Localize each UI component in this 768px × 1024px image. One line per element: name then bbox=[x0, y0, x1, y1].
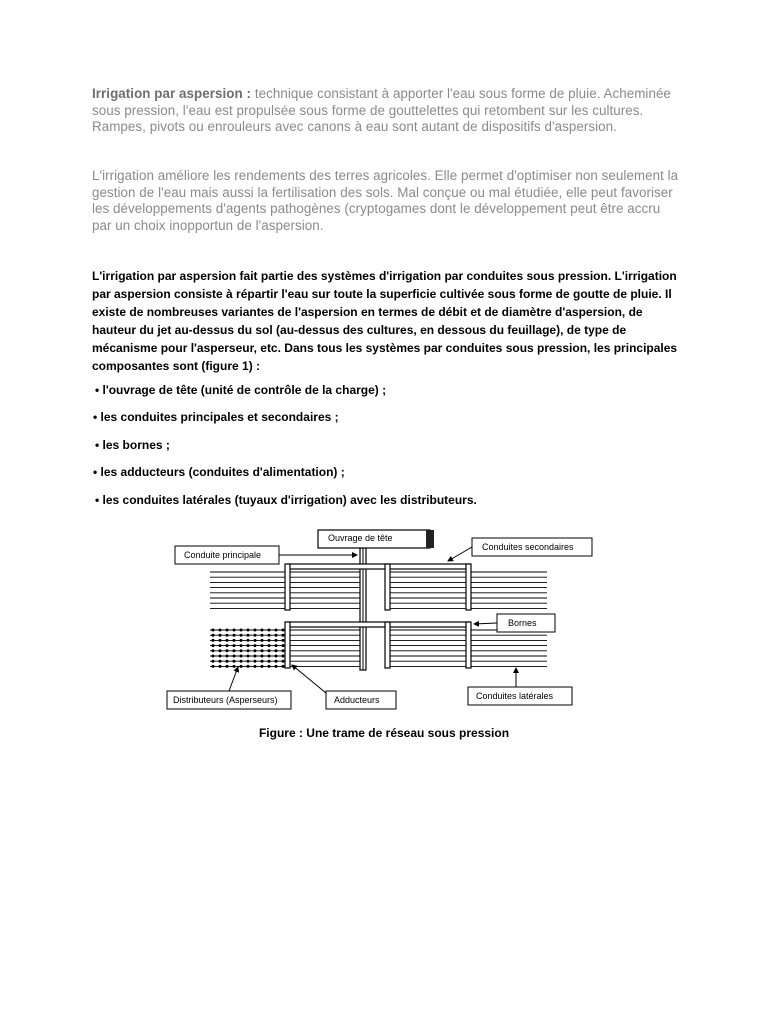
intro-heading: Irrigation par aspersion : bbox=[92, 86, 252, 101]
sprinkler-dot bbox=[212, 644, 215, 647]
sprinkler-dot bbox=[247, 634, 250, 637]
adducteur bbox=[466, 564, 471, 610]
bullet-item: • les conduites principales et secondaires ; bbox=[93, 410, 339, 424]
ouvrage-box-shade bbox=[426, 530, 434, 548]
sprinkler-dot bbox=[226, 639, 229, 642]
sprinkler-dot bbox=[282, 660, 285, 663]
sprinkler-dot bbox=[233, 634, 236, 637]
sprinkler-dot bbox=[233, 629, 236, 632]
sprinkler-dot bbox=[226, 644, 229, 647]
sprinkler-dot bbox=[240, 655, 243, 658]
adducteur bbox=[466, 622, 471, 668]
sprinkler-dot bbox=[275, 649, 278, 652]
sprinkler-dot bbox=[240, 634, 243, 637]
sprinkler-dot bbox=[268, 634, 271, 637]
bullet-item: • les adducteurs (conduites d'alimentation) ; bbox=[93, 465, 345, 479]
secondaires-arrow bbox=[448, 547, 472, 561]
sprinkler-dot bbox=[219, 649, 222, 652]
sprinkler-dot bbox=[282, 629, 285, 632]
bornes-arrow bbox=[474, 623, 497, 624]
sprinkler-dot bbox=[212, 660, 215, 663]
sprinkler-dot bbox=[219, 660, 222, 663]
sprinkler-dot bbox=[226, 655, 229, 658]
sprinkler-dot bbox=[282, 649, 285, 652]
sprinkler-dot bbox=[282, 634, 285, 637]
sprinkler-dot bbox=[233, 644, 236, 647]
sprinkler-dot bbox=[254, 639, 257, 642]
sprinkler-dot bbox=[254, 649, 257, 652]
sprinkler-dot bbox=[233, 665, 236, 668]
sprinkler-dot bbox=[240, 639, 243, 642]
sprinkler-dot bbox=[268, 639, 271, 642]
sprinkler-dot bbox=[282, 665, 285, 668]
adducteur bbox=[385, 564, 390, 610]
sprinkler-dot bbox=[282, 644, 285, 647]
distributeurs-arrow bbox=[229, 667, 238, 691]
sprinkler-dot bbox=[219, 639, 222, 642]
sprinkler-dot bbox=[219, 629, 222, 632]
adducteur bbox=[385, 622, 390, 668]
sprinkler-dot bbox=[282, 655, 285, 658]
sprinkler-dot bbox=[212, 629, 215, 632]
sprinkler-dot bbox=[233, 660, 236, 663]
bornes-label: Bornes bbox=[508, 618, 537, 628]
sprinkler-dot bbox=[275, 629, 278, 632]
lateral-lines bbox=[210, 572, 547, 666]
bullet-item: • les conduites latérales (tuyaux d'irrigation) avec les distributeurs. bbox=[95, 493, 477, 507]
sprinkler-dot bbox=[261, 634, 264, 637]
sprinkler-dot bbox=[247, 665, 250, 668]
sprinkler-dot bbox=[275, 634, 278, 637]
sprinkler-dot bbox=[275, 655, 278, 658]
intro-text: technique consistant à apporter l'eau sous forme de pluie. Acheminée sous pression, l'eau est propulsée sous forme de gouttelettes qui retombent sur les cultures. Rampes, pivots ou enrouleurs avec canons à eau sont autant de dispositifs d'aspersion. bbox=[92, 86, 671, 134]
sprinkler-dot bbox=[247, 639, 250, 642]
sprinkler-dot bbox=[261, 655, 264, 658]
sprinkler-dot bbox=[247, 660, 250, 663]
paragraph-2: L'irrigation améliore les rendements des terres agricoles. Elle permet d'optimiser non seulement la gestion de l'eau mais aussi la fertilisation des sols. Mal conçue ou mal étudiée, elle peut favoriser les développements d'agents pathogènes (cryptogames dont le développement peut être accru par un choix inopportun de l'aspersion. bbox=[92, 168, 679, 233]
sprinkler-dot bbox=[261, 649, 264, 652]
sprinkler-dot bbox=[254, 665, 257, 668]
sprinkler-dot bbox=[261, 665, 264, 668]
sprinkler-dot bbox=[219, 644, 222, 647]
sprinkler-dot bbox=[261, 629, 264, 632]
sprinkler-dot bbox=[226, 665, 229, 668]
sprinkler-dot bbox=[233, 639, 236, 642]
secondary-conduit-bottom bbox=[288, 622, 470, 627]
sprinkler-dot bbox=[233, 655, 236, 658]
adducteur bbox=[285, 564, 290, 610]
sprinkler-dot bbox=[275, 660, 278, 663]
bullet-item: • l'ouvrage de tête (unité de contrôle de la charge) ; bbox=[95, 383, 387, 397]
sprinkler-dot bbox=[212, 649, 215, 652]
sprinkler-dot bbox=[226, 634, 229, 637]
sprinkler-dot bbox=[261, 639, 264, 642]
sprinkler-dot bbox=[240, 665, 243, 668]
sprinkler-dot bbox=[240, 649, 243, 652]
sprinkler-dot bbox=[247, 644, 250, 647]
secondary-conduit-top bbox=[288, 564, 470, 569]
bullet-item: • les bornes ; bbox=[95, 438, 170, 452]
sprinkler-dot bbox=[268, 665, 271, 668]
sprinkler-dot bbox=[219, 665, 222, 668]
sprinkler-dot bbox=[226, 649, 229, 652]
sprinkler-dot bbox=[261, 644, 264, 647]
sprinkler-dot bbox=[247, 629, 250, 632]
laterales-label: Conduites latérales bbox=[476, 691, 554, 701]
sprinkler-dot bbox=[268, 644, 271, 647]
sprinkler-dot bbox=[254, 644, 257, 647]
sprinkler-dot bbox=[275, 639, 278, 642]
sprinkler-dot bbox=[254, 629, 257, 632]
sprinkler-dot bbox=[247, 655, 250, 658]
sprinkler-dot bbox=[254, 660, 257, 663]
sprinkler-dot bbox=[233, 649, 236, 652]
secondaires-label: Conduites secondaires bbox=[482, 542, 574, 552]
sprinkler-dot bbox=[282, 639, 285, 642]
sprinkler-dot bbox=[212, 655, 215, 658]
ouvrage-label: Ouvrage de tête bbox=[328, 533, 393, 543]
sprinkler-dot bbox=[226, 660, 229, 663]
sprinkler-dot bbox=[219, 634, 222, 637]
sprinkler-dot bbox=[254, 634, 257, 637]
adducteurs-label: Adducteurs bbox=[334, 695, 380, 705]
sprinkler-dot bbox=[226, 629, 229, 632]
adducteur bbox=[285, 622, 290, 668]
sprinkler-dot bbox=[240, 660, 243, 663]
paragraph-3: L'irrigation par aspersion fait partie des systèmes d'irrigation par conduites sous pression. L'irrigation par aspersion consiste à répartir l'eau sur toute la superficie cultivée sous forme de goutte de pluie. Il existe de nombreuses variantes de l'aspersion en termes de débit et de diamètre d'aspersion, de hauteur du jet au-dessus du sol (au-dessus des cultures, en dessous du feuillage), de type de mécanisme pour l'asperseur, etc. Dans tous les systèmes par conduites sous pression, les principales composantes sont (figure 1) : bbox=[92, 269, 678, 373]
sprinkler-dot bbox=[268, 655, 271, 658]
sprinkler-dot bbox=[212, 665, 215, 668]
sprinkler-dot bbox=[212, 634, 215, 637]
sprinkler-dot bbox=[219, 655, 222, 658]
sprinkler-dot bbox=[268, 649, 271, 652]
sprinklers bbox=[212, 629, 285, 668]
sprinkler-dot bbox=[261, 660, 264, 663]
principale-label: Conduite principale bbox=[184, 550, 262, 560]
sprinkler-dot bbox=[268, 629, 271, 632]
sprinkler-dot bbox=[268, 660, 271, 663]
sprinkler-dot bbox=[247, 649, 250, 652]
figure-caption: Figure : Une trame de réseau sous pression bbox=[258, 726, 510, 740]
sprinkler-dot bbox=[254, 655, 257, 658]
sprinkler-dot bbox=[240, 644, 243, 647]
sprinkler-dot bbox=[275, 665, 278, 668]
adducteurs-arrow bbox=[292, 665, 326, 693]
sprinkler-dot bbox=[275, 644, 278, 647]
sprinkler-dot bbox=[240, 629, 243, 632]
distributeurs-label: Distributeurs (Asperseurs) bbox=[173, 695, 278, 705]
sprinkler-dot bbox=[212, 639, 215, 642]
